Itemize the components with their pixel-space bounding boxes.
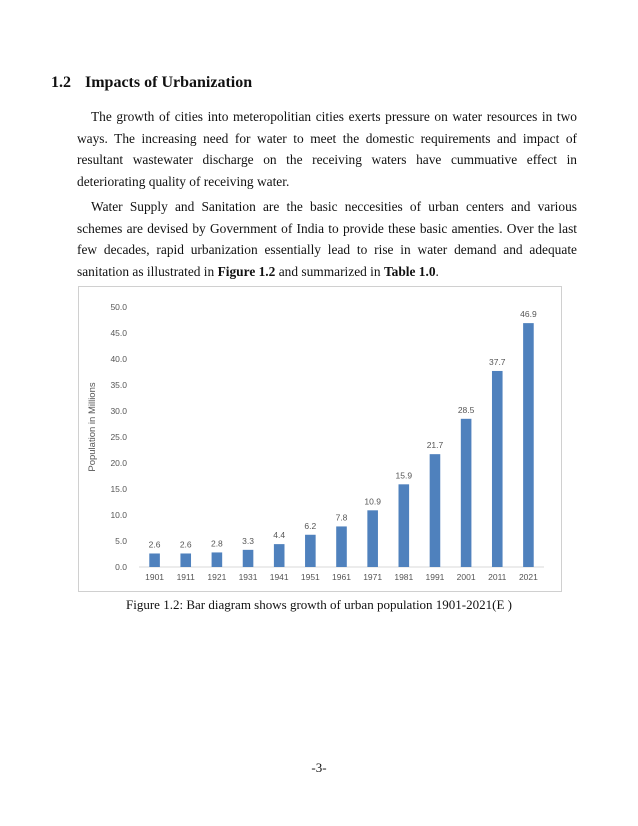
urban-population-chart — [78, 286, 562, 592]
y-tick-label: 5.0 — [115, 536, 127, 546]
y-tick-label: 10.0 — [110, 510, 127, 520]
page-number: -3- — [311, 760, 327, 775]
x-tick-label: 2001 — [456, 572, 476, 582]
bar-2011 — [492, 371, 503, 567]
paragraph-1: The growth of cities into meteropolitian cities exerts pressure on water resources in two ways. The increasing need for water to meet the domestic requirements and impact of resultant wastewater discharge on the receiving waters have cummuative effect in deteriorating quality of receiving water. — [77, 109, 577, 189]
x-tick-label: 2011 — [488, 572, 507, 582]
bar-1931 — [243, 550, 254, 567]
section-heading — [51, 74, 252, 92]
y-tick-label: 20.0 — [110, 458, 127, 468]
data-label: 37.7 — [488, 356, 506, 367]
data-label: 21.7 — [426, 440, 444, 451]
data-label: 28.5 — [457, 404, 475, 415]
data-label: 3.3 — [242, 535, 254, 546]
paragraph-2 — [77, 196, 577, 282]
bar-1921 — [212, 552, 223, 567]
data-label: 6.2 — [304, 520, 317, 531]
bar-2021 — [523, 323, 534, 567]
x-tick-label: 1981 — [394, 572, 414, 582]
y-tick-label: 25.0 — [110, 432, 127, 442]
bar-1941 — [274, 544, 285, 567]
bar-chart-svg — [79, 287, 561, 591]
figure-reference: Figure 1.2 — [217, 263, 276, 279]
paragraph-2-text-after: . — [435, 263, 439, 279]
paragraph-2-text-middle: and summarized in — [275, 263, 384, 279]
x-tick-label: 1901 — [145, 572, 165, 582]
bar-1901 — [149, 553, 160, 567]
x-tick-label: 1941 — [269, 572, 289, 582]
bar-2001 — [461, 419, 472, 567]
y-tick-label: 35.0 — [110, 380, 127, 390]
figure-caption: Figure 1.2: Bar diagram shows growth of urban population 1901-2021(E ) — [126, 597, 512, 612]
y-tick-label: 50.0 — [110, 302, 127, 312]
bar-1971 — [367, 510, 378, 567]
y-tick-label: 40.0 — [110, 354, 127, 364]
x-tick-label: 1911 — [176, 572, 195, 582]
table-reference: Table 1.0 — [383, 263, 436, 279]
x-tick-label: 1971 — [363, 572, 383, 582]
bar-1981 — [399, 484, 410, 567]
y-tick-label: 45.0 — [110, 328, 127, 338]
data-label: 10.9 — [364, 496, 381, 507]
data-label: 46.9 — [520, 309, 537, 320]
y-axis-label: Population in Millions — [87, 382, 98, 472]
x-tick-label: 1991 — [425, 572, 445, 582]
data-label: 15.9 — [395, 470, 413, 481]
data-label: 7.8 — [335, 512, 348, 523]
bar-1961 — [336, 526, 347, 567]
y-tick-label: 15.0 — [110, 484, 127, 494]
section-number: 1.2 — [51, 74, 71, 91]
data-label: 2.6 — [179, 539, 192, 550]
bar-1991 — [430, 454, 441, 567]
data-label: 4.4 — [273, 530, 286, 541]
x-tick-label: 2021 — [518, 572, 538, 582]
data-label: 2.6 — [148, 539, 161, 550]
data-label: 2.8 — [210, 538, 223, 549]
bar-1911 — [180, 553, 191, 567]
x-tick-label: 1931 — [238, 572, 258, 582]
x-tick-label: 1921 — [207, 572, 227, 582]
bar-1951 — [305, 535, 316, 567]
x-tick-label: 1951 — [300, 572, 320, 582]
y-tick-label: 30.0 — [110, 406, 127, 416]
x-tick-label: 1961 — [332, 572, 351, 582]
section-title: Impacts of Urbanization — [85, 74, 253, 91]
paragraph-2-text-before: Water Supply and Sanitation are the basic neccesities of urban centers and various schemes are devised by Government of India to provide these basic amenties. Over the last few decades, rapid urbanization essentially lead to rise in water demand and adequate sanitation as illustrated in — [77, 199, 577, 279]
y-tick-label: 0.0 — [115, 562, 127, 572]
